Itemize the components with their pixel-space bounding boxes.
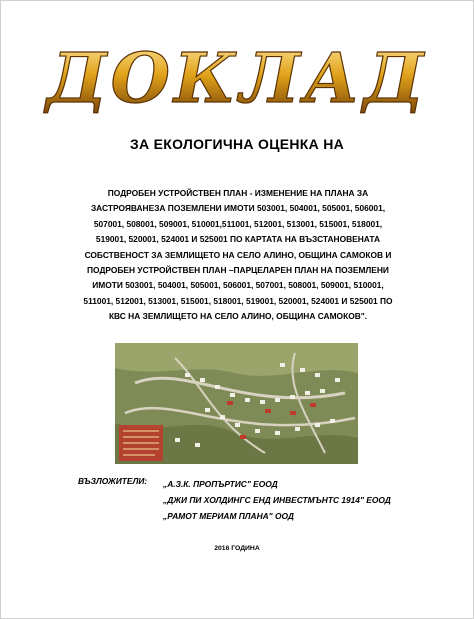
description-line: КВС НА ЗЕМЛИЩЕТО НА СЕЛО АЛИНО, ОБЩИНА САМОКОВ".	[108, 311, 368, 322]
report-description	[78, 186, 398, 325]
description-line: ПОДРОБЕН УСТРОЙСТВЕН ПЛАН - ИЗМЕНЕНИЕ НА ПЛАНА ЗА	[107, 188, 369, 198]
commissioner-item: „А.З.К. ПРОПЪРТИС" ЕООД	[163, 479, 278, 489]
page-title: ДОКЛАД	[46, 39, 428, 119]
commissioner-item: „РАМОТ МЕРИАМ ПЛАНА" ООД	[163, 511, 294, 521]
title-wordart	[0, 38, 474, 118]
commissioners-label: ВЪЗЛОЖИТЕЛИ:	[78, 476, 148, 486]
description-line: ЗАСТРОЯВАНЕЗА ПОЗЕМЛЕНИ ИМОТИ 503001, 504001, 505001, 506001,	[90, 203, 386, 214]
description-line: СОБСТВЕНОСТ ЗА ЗЕМЛИЩЕТО НА СЕЛО АЛИНО, ОБЩИНА САМОКОВ И	[84, 249, 392, 260]
description-line: ИМОТИ 503001, 504001, 505001, 506001, 507001, 508001, 509001, 510001,	[92, 280, 384, 291]
description-line: 511001, 512001, 513001, 515001, 518001, 519001, 520001, 524001 И 525001 ПО	[83, 295, 393, 306]
description-line: 519001, 520001, 524001 И 525001 ПО КАРТАТА НА ВЪЗСТАНОВЕНАТА	[95, 234, 381, 245]
report-subtitle: ЗА ЕКОЛОГИЧНА ОЦЕНКА НА	[129, 136, 345, 152]
site-plan-illustration	[115, 343, 358, 464]
commissioners-list	[163, 476, 391, 524]
description-line: 507001, 508001, 509001, 510001,511001, 512001, 513001, 515001, 518001,	[93, 218, 383, 229]
commissioner-item: „ДЖИ ПИ ХОЛДИНГС ЕНД ИНВЕСТМЪНТС 1914" ЕООД	[163, 495, 391, 505]
description-line: ПОДРОБЕН УСТРОЙСТВЕН ПЛАН –ПАРЦЕЛАРЕН ПЛАН НА ПОЗЕМЛЕНИ	[87, 265, 389, 276]
site-plan-image	[115, 343, 358, 464]
title-wordart-graphic	[46, 38, 428, 119]
report-year: 2016 ГОДИНА	[214, 545, 260, 552]
